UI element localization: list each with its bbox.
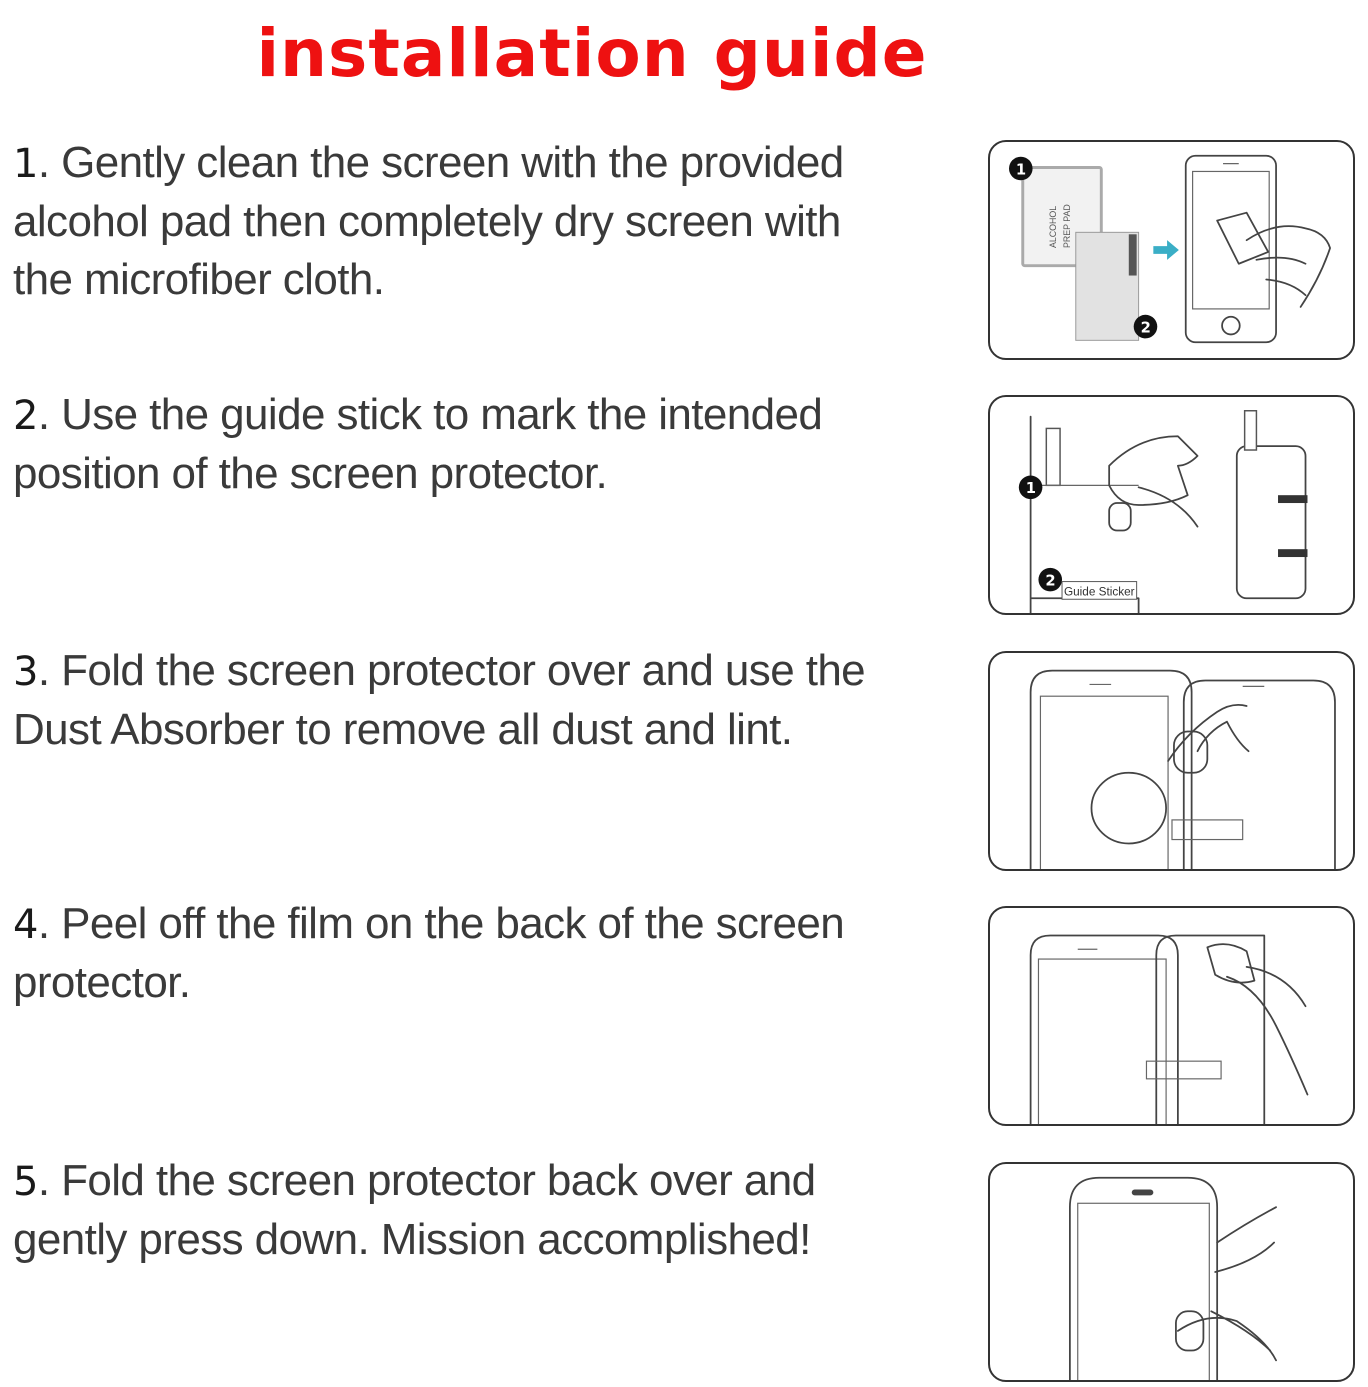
arrow-right-icon bbox=[1153, 240, 1179, 260]
cloth-tag bbox=[1129, 234, 1137, 275]
guide-sticker-mark bbox=[1278, 495, 1307, 503]
step-text: Use the guide stick to mark the intended position of the screen protector. bbox=[13, 390, 823, 498]
guide-sticker-label: Guide Sticker bbox=[1063, 585, 1135, 599]
illustration-step-2 bbox=[988, 395, 1355, 615]
dust-absorber-illustration bbox=[990, 653, 1353, 869]
hand-icon bbox=[1109, 436, 1197, 526]
hand-icon bbox=[1247, 226, 1330, 307]
step-separator: . bbox=[37, 1156, 62, 1205]
step-text: Peel off the film on the back of the screen protector. bbox=[13, 899, 845, 1007]
wipe-cloth-icon bbox=[1217, 213, 1268, 264]
step-text: Gently clean the screen with the provided alcohol pad then completely dry screen with the microfiber cloth. bbox=[13, 138, 844, 304]
step-separator: . bbox=[37, 899, 62, 948]
step-1 bbox=[13, 134, 873, 309]
phone-icon bbox=[1237, 446, 1306, 598]
step-number: 2 bbox=[13, 393, 38, 439]
step-number: 3 bbox=[13, 649, 38, 695]
badge-number: 1 bbox=[1015, 161, 1027, 179]
badge-number: 1 bbox=[1025, 480, 1036, 498]
alcohol-pad-label-line1: ALCOHOL bbox=[1048, 205, 1059, 249]
illustration-step-4 bbox=[988, 906, 1355, 1126]
screen-protector-icon bbox=[1156, 935, 1264, 1124]
step-text: Fold the screen protector over and use the Dust Absorber to remove all dust and lint. bbox=[13, 646, 866, 754]
hand-icon bbox=[1227, 967, 1308, 1095]
step-separator: . bbox=[37, 138, 62, 187]
illustration-step-5 bbox=[988, 1162, 1355, 1382]
step-number: 1 bbox=[13, 141, 38, 187]
guide-stick-icon bbox=[1245, 411, 1257, 450]
step-separator: . bbox=[37, 646, 62, 695]
step-3 bbox=[13, 642, 873, 759]
guide-stick-icon bbox=[1046, 428, 1060, 485]
step-number: 5 bbox=[13, 1159, 38, 1205]
step-2 bbox=[13, 386, 873, 503]
film-icon bbox=[1207, 944, 1254, 982]
guide-stick-illustration bbox=[990, 397, 1353, 613]
clean-screen-illustration bbox=[990, 142, 1353, 358]
peel-film-illustration bbox=[990, 908, 1353, 1124]
press-down-illustration bbox=[990, 1164, 1353, 1380]
screen-protector-icon bbox=[1184, 680, 1335, 869]
earpiece bbox=[1132, 1190, 1154, 1196]
step-separator: . bbox=[37, 390, 62, 439]
step-5 bbox=[13, 1152, 873, 1269]
badge-number: 2 bbox=[1045, 572, 1056, 590]
illustration-step-1 bbox=[988, 140, 1355, 360]
illustration-step-3 bbox=[988, 651, 1355, 871]
step-text: Fold the screen protector back over and gently press down. Mission accomplished! bbox=[13, 1156, 816, 1264]
hand-icon bbox=[1178, 1207, 1276, 1360]
guide-sticker-mark bbox=[1278, 549, 1307, 557]
page-title: installation guide bbox=[256, 15, 928, 92]
badge-number: 2 bbox=[1140, 319, 1151, 337]
step-4 bbox=[13, 895, 873, 1012]
step-number: 4 bbox=[13, 902, 38, 948]
dust-absorber-icon bbox=[1091, 773, 1166, 844]
alcohol-pad-label-line2: PREP PAD bbox=[1061, 204, 1072, 249]
